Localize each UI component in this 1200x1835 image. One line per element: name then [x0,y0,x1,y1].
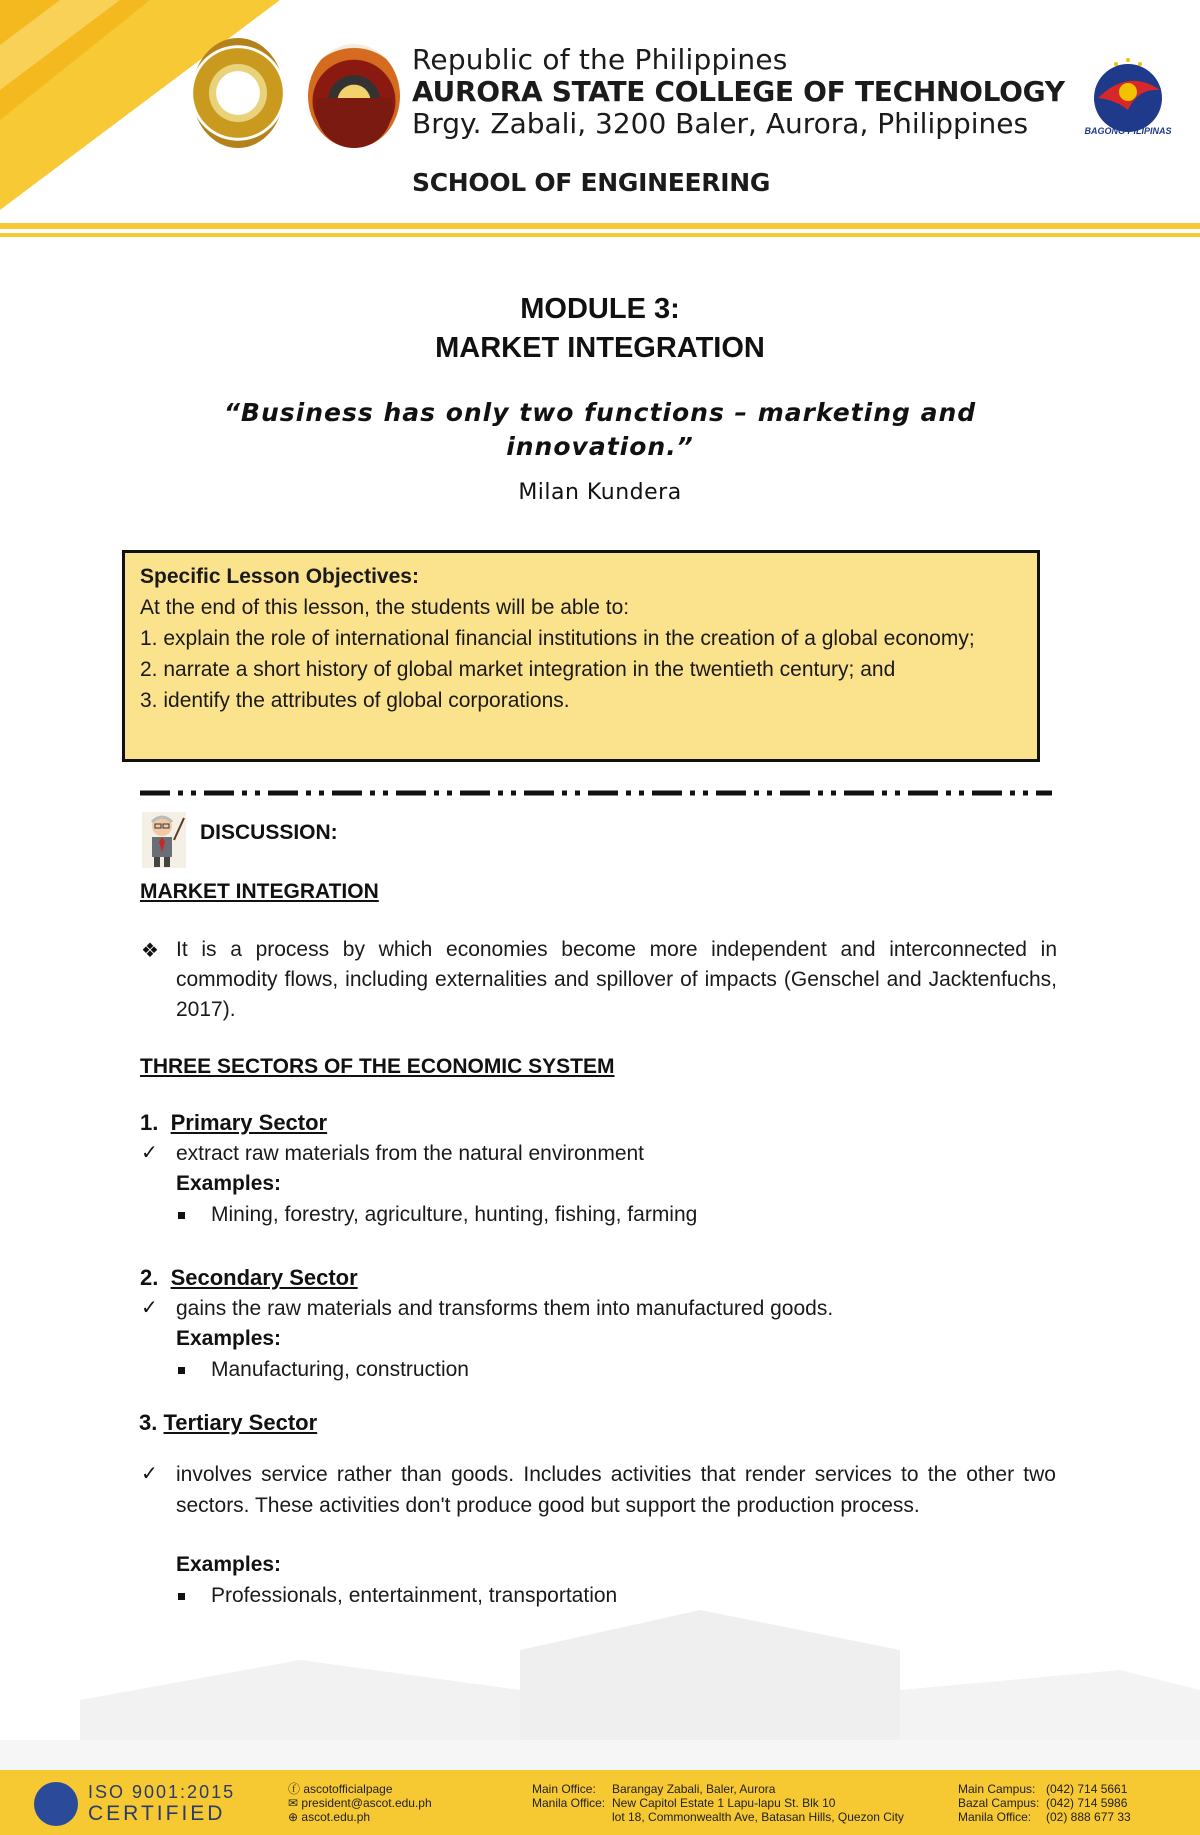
sector-description: gains the raw materials and transforms them into manufactured goods. [176,1297,834,1320]
header-rule-thin [0,233,1200,237]
campus-building-watermark [0,1540,1200,1770]
sector-examples: Manufacturing, construction [211,1358,469,1381]
market-integration-definition: It is a process by which economies become more independent and interconnected in commodity flows, including externalities and spillover of impacts (Genschel and Jacktenfuchs, 2017). [176,938,1057,1021]
bagong-pilipinas-logo [1088,48,1168,138]
module-title [0,290,1200,368]
header-school: SCHOOL OF ENGINEERING [412,168,771,197]
checkmark-icon: ✓ [141,1297,158,1319]
header-college-name: AURORA STATE COLLEGE OF TECHNOLOGY [412,75,1065,108]
footer-social [288,1782,432,1824]
facebook-link[interactable]: ⓕ ascotofficialpage [288,1782,393,1796]
page-header [0,0,1200,245]
examples-label: Examples: [176,1327,282,1350]
checkmark-icon: ✓ [141,1463,158,1485]
module-name: MARKET INTEGRATION [435,332,765,364]
footer-offices: Main Office: Barangay Zabali, Baler, Aurora Manila Office: New Capitol Estate 1 Lapu-lapu St. Blk 10 lot 18, Commonwealth Ave, Batasan Hills, Quezon City [532,1782,904,1824]
sector-name: Secondary Sector [170,1265,358,1290]
sector-name: Primary Sector [170,1110,328,1135]
footer-campuses: Main Campus: (042) 714 5661 Bazal Campus: (042) 714 5986 Manila Office: (02) 888 677 33 [958,1782,1131,1824]
sector-examples: Professionals, entertainment, transportation [211,1584,618,1607]
square-bullet-icon [178,1212,185,1219]
bagong-pilipinas-text: BAGONG PILIPINAS [1084,126,1172,136]
sector-description: involves service rather than goods. Includes activities that render services to the other two sectors. These activities don't produce good but support the production process. [176,1463,1056,1517]
gear-icon [316,98,392,148]
market-integration-heading: MARKET INTEGRATION [140,880,379,903]
objectives-box [122,550,1040,762]
objective-item: 2. narrate a short history of global market integration in the twentieth century; and [140,658,896,681]
examples-label: Examples: [176,1172,282,1195]
iso-standard: ISO 9001:2015 [88,1782,236,1802]
sector-name: Tertiary Sector [163,1410,318,1435]
sector-title-secondary [140,1265,358,1291]
sector-description: extract raw materials from the natural environment [176,1142,645,1165]
sector-number: 1. [140,1110,159,1135]
objectives-intro: At the end of this lesson, the students will be able to: [140,596,630,619]
header-rule [0,223,1200,229]
discussion-label: DISCUSSION: [200,821,338,844]
module-number: MODULE 3: [520,293,680,325]
diamond-bullet-icon: ❖ [141,940,159,962]
sector-number: 3. [139,1410,158,1435]
header-address: Brgy. Zabali, 3200 Baler, Aurora, Philippines [412,107,1029,140]
square-bullet-icon [178,1367,185,1374]
objectives-title: Specific Lesson Objectives: [140,565,419,588]
iso-certified: CERTIFIED [88,1802,226,1825]
checkmark-icon: ✓ [141,1142,158,1164]
teacher-icon [140,810,188,870]
examples-label: Examples: [176,1553,282,1576]
quote-author: Milan Kundera [518,480,682,505]
three-sectors-heading: THREE SECTORS OF THE ECONOMIC SYSTEM [140,1055,615,1078]
epigraph-quote: “Business has only two functions – marketing and innovation.” [223,398,977,461]
sector-title-tertiary [139,1410,317,1436]
dash-dot-divider [140,790,1052,796]
sector-examples: Mining, forestry, agriculture, hunting, fishing, farming [211,1203,698,1226]
objective-item: 1. explain the role of international financial institutions in the creation of a global economy; [140,627,975,650]
email-link[interactable]: ✉ president@ascot.edu.ph [288,1796,432,1810]
header-republic: Republic of the Philippines [412,43,788,76]
iso-badge-icon [34,1782,78,1826]
sector-title-primary [140,1110,327,1136]
college-seal-logo [192,38,284,148]
page-footer [0,1770,1200,1835]
objective-item: 3. identify the attributes of global corporations. [140,689,570,712]
website-link[interactable]: ⊕ ascot.edu.ph [288,1810,371,1824]
sector-number: 2. [140,1265,159,1290]
